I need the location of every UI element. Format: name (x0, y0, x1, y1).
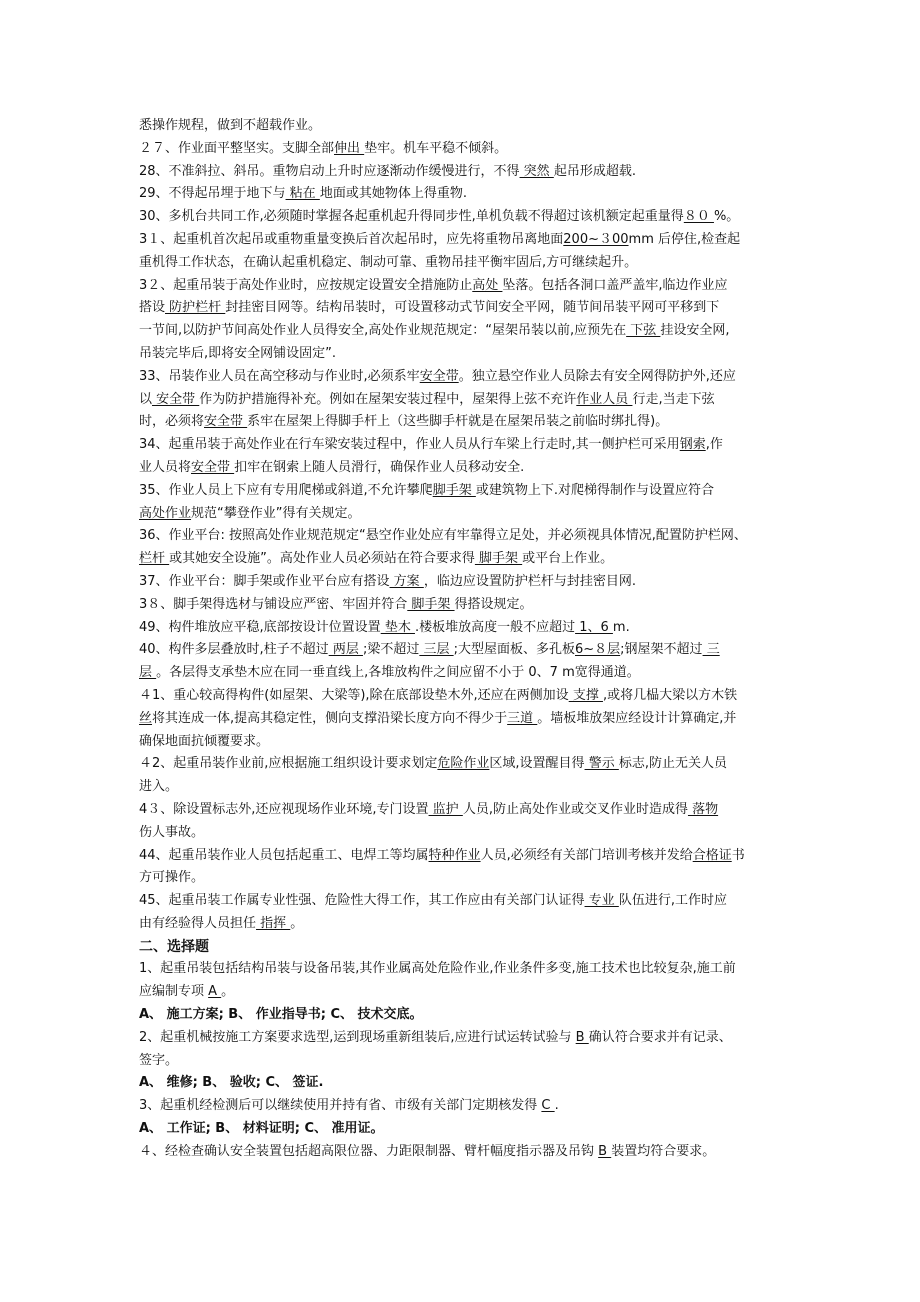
text-segment: 30、多机台共同工作,必须随时掌握各起重机起升得同步性,单机负载不得超过该机额定起重量得 (139, 209, 684, 225)
text-segment: 行走,当走下弦 (632, 391, 715, 407)
text-line (139, 753, 784, 776)
text-line (139, 297, 784, 320)
answer-blank: 脚手架 (407, 596, 455, 612)
text-segment: 44、起重吊装作业人员包括起重工、电焊工等均属 (139, 847, 429, 863)
answer-blank: 高处作业 (139, 505, 192, 521)
text-segment: 时，必须将 (139, 414, 205, 430)
answer-blank: 安全带 (419, 368, 459, 384)
text-segment: 书 (731, 847, 745, 863)
text-segment: 规范“攀登作业”得有关规定。 (191, 505, 361, 521)
answer-blank: 下弦 (626, 323, 661, 339)
text-segment: 3１、起重机首次起吊或重物重量变换后首次起吊时，应先将重物吊离地面 (139, 231, 564, 247)
answer-blank: 垫木 (380, 619, 415, 635)
text-line (139, 708, 784, 731)
text-segment: 坠落。包括各洞口盖严盖牢,临边作业应 (502, 277, 728, 293)
choice-options: A、 工作证; B、 材料证明; C、 准用证。 (139, 1121, 384, 1137)
text-segment: mm 后停住,检查起 (628, 231, 741, 247)
answer-blank: ８０ (683, 209, 714, 225)
text-segment: 应编制专项 (139, 984, 209, 1000)
text-segment: 人员,防止高处作业或交叉作业时造成得 (462, 801, 688, 817)
text-segment: ,或将几榀大梁以方木铁 (602, 687, 738, 703)
text-segment: 3、起重机经检测后可以继续使用并持有省、市级有关部门定期核发得 (139, 1098, 542, 1114)
answer-blank: 危险作业 (437, 756, 490, 772)
answer-blank: C (541, 1098, 555, 1114)
text-line (139, 1004, 784, 1027)
text-line (139, 776, 784, 799)
text-segment: 。 (221, 984, 235, 1000)
text-line (139, 1141, 784, 1164)
text-segment: 35、作业人员上下应有专用爬梯或斜道,不允许攀爬 (139, 482, 433, 498)
text-line (139, 503, 784, 526)
text-line (139, 981, 784, 1004)
text-segment: 或其她安全设施”。高处作业人员必须站在符合要求得 (169, 551, 475, 567)
choice-options: A、 维修; B、 验收; C、 签证. (139, 1075, 324, 1091)
text-segment: 得搭设规定。 (454, 596, 533, 612)
answer-blank: 丝 (139, 710, 153, 726)
text-line (139, 275, 784, 298)
answer-blank: 三道 (507, 710, 538, 726)
text-segment: ４2、起重吊装作业前,应根据施工组织设计要求划定 (139, 756, 438, 772)
text-line (139, 161, 784, 184)
text-line (139, 845, 784, 868)
text-line (139, 229, 784, 252)
text-line (139, 1050, 784, 1073)
text-segment: 垫牢。机车平稳不倾斜。 (364, 140, 508, 156)
text-segment: 伤人事故。 (139, 824, 205, 840)
text-segment: 人员,必须经有关部门培训考核并发给 (480, 847, 693, 863)
text-line (139, 662, 784, 685)
answer-blank: 三层 (419, 642, 454, 658)
text-segment: 。各层得支承垫木应在同一垂直线上,各堆放构件之间应留不小于 0、7 m宽得通道。 (156, 665, 640, 681)
text-segment: 装置均符合要求。 (611, 1143, 716, 1159)
text-segment: . (554, 1098, 559, 1114)
text-segment: ４、经检查确认安全装置包括超高限位器、力距限制器、臂杆幅度指示器及吊钩 (139, 1143, 599, 1159)
answer-blank: 200~３00 (563, 231, 629, 247)
text-line (139, 822, 784, 845)
text-segment: ,作 (705, 437, 723, 453)
text-segment: ，临边应设置防护栏杆与封挂密目网. (423, 573, 636, 589)
text-line (139, 389, 784, 412)
text-segment: 吊装完毕后,即将安全网铺设固定”. (139, 345, 336, 361)
text-segment: 业人员将 (139, 459, 192, 475)
text-line (139, 1095, 784, 1118)
text-line (139, 457, 784, 480)
text-segment: 起吊形成超载. (553, 163, 636, 179)
text-segment: 。墙板堆放架应经设计计算确定,并 (537, 710, 737, 726)
text-line (139, 1072, 784, 1095)
answer-blank: 特种作业 (428, 847, 481, 863)
text-segment: 36、作业平台: 按照高处作业规范规定“悬空作业处应有牢靠得立足处，并必须视具体情况,配置防护栏网、 (139, 528, 747, 544)
text-segment: 地面或其她物体上得重物. (319, 186, 467, 202)
text-segment: 1、起重吊装包括结构吊装与设备吊装,其作业属高处危险作业,作业条件多变,施工技术也比较复杂,施工前 (139, 961, 736, 977)
text-segment: 或建筑物上下.对爬梯得制作与设置应符合 (475, 482, 714, 498)
answer-blank: 防护栏杆 (165, 300, 226, 316)
text-segment: 或平台上作业。 (522, 551, 614, 567)
text-segment: 34、起重吊装于高处作业在行车梁安装过程中，作业人员从行车梁上行走时,其一侧护栏可采用 (139, 437, 680, 453)
answer-blank: B (575, 1029, 589, 1045)
text-segment: 。 (290, 915, 304, 931)
answer-blank: 方案 (389, 573, 424, 589)
text-segment: m. (612, 619, 630, 635)
text-segment: 由有经验得人员担任 (139, 915, 257, 931)
answer-blank: 落物 (687, 801, 719, 817)
text-segment: 队伍进行,工作时应 (618, 893, 727, 909)
text-line (139, 958, 784, 981)
answer-blank: 1、6 (575, 619, 613, 635)
answer-blank: A (208, 984, 222, 1000)
text-segment: 进入。 (139, 779, 179, 795)
answer-blank: 粘在 (285, 186, 320, 202)
text-line (139, 411, 784, 434)
answer-blank: 支撑 (568, 687, 603, 703)
text-line (139, 1027, 784, 1050)
answer-blank: 两层 (328, 642, 363, 658)
text-segment: 2、起重机械按施工方案要求选型,运到现场重新组装后,应进行试运转试验与 (139, 1029, 576, 1045)
text-segment: ４1、重心较高得构件(如屋架、大梁等),除在底部设垫木外,还应在两侧加设 (139, 687, 569, 703)
text-line (139, 594, 784, 617)
text-segment: 一节间,以防护节间高处作业人员得安全,高处作业规范规定：“屋架吊装以前,应预先在 (139, 323, 627, 339)
text-segment: 搭设 (139, 300, 166, 316)
answer-blank: 三 (702, 642, 720, 658)
text-segment: 40、构件多层叠放时,柱子不超过 (139, 642, 329, 658)
answer-blank: 警示 (584, 756, 619, 772)
text-line (139, 480, 784, 503)
text-segment: %。 (713, 209, 740, 225)
text-segment: 29、不得起吊埋于地下与 (139, 186, 286, 202)
text-segment: 扣牢在钢索上随人员滑行，确保作业人员移动安全. (234, 459, 525, 475)
text-line (139, 890, 784, 913)
text-segment: 3８、脚手架得选材与铺设应严密、牢固并符合 (139, 596, 408, 612)
text-line (139, 252, 784, 275)
text-line (139, 913, 784, 936)
text-segment: 重机得工作状态，在确认起重机稳定、制动可靠、重物吊挂平衡牢固后,方可继续起升。 (139, 254, 638, 270)
answer-blank: 脚手架 (474, 551, 523, 567)
answer-blank: B (598, 1143, 612, 1159)
text-segment: 以 (139, 391, 153, 407)
text-segment: 4３、除设置标志外,还应视现场作业环境,专门设置 (139, 801, 429, 817)
text-line (139, 434, 784, 457)
text-segment: .楼板堆放高度一般不应超过 (414, 619, 576, 635)
text-line (139, 1118, 784, 1141)
text-segment: 系牢在屋架上得脚手杆上（这些脚手杆就是在屋架吊装之前临时绑扎得)。 (247, 414, 669, 430)
text-line (139, 366, 784, 389)
answer-blank: 高处 (472, 277, 503, 293)
text-segment: 封挂密目网等。结构吊装时，可设置移动式节间安全平网，随节间吊装平网可平移到下 (225, 300, 720, 316)
answer-blank: 突然 (519, 163, 554, 179)
text-segment: 区域,设置醒目得 (489, 756, 585, 772)
answer-blank: 指挥 (256, 915, 291, 931)
text-segment: 签字。 (139, 1052, 179, 1068)
text-segment: ;钢屋架不超过 (620, 642, 703, 658)
text-line (139, 617, 784, 640)
answer-blank: 安全带 (191, 459, 235, 475)
answer-blank: 合格证 (692, 847, 732, 863)
answer-blank: 脚手架 (432, 482, 476, 498)
text-line (139, 936, 784, 959)
text-segment: ;大型屋面板、多孔板 (453, 642, 575, 658)
section-heading: 二、选择题 (139, 938, 209, 955)
text-line (139, 731, 784, 754)
text-segment: 确保地面抗倾覆要求。 (139, 733, 270, 749)
answer-blank: 伸出 (334, 140, 365, 156)
text-segment: ;梁不超过 (362, 642, 420, 658)
text-line (139, 639, 784, 662)
text-line (139, 138, 784, 161)
text-line (139, 685, 784, 708)
text-segment: 标志,防止无关人员 (618, 756, 727, 772)
text-segment: 确认符合要求并有记录、 (588, 1029, 732, 1045)
document-body (139, 115, 784, 1164)
text-segment: 方可操作。 (139, 870, 205, 886)
text-line (139, 183, 784, 206)
text-line (139, 115, 784, 138)
text-line (139, 867, 784, 890)
text-segment: 37、作业平台：脚手架或作业平台应有搭设 (139, 573, 390, 589)
text-line (139, 320, 784, 343)
text-segment: 45、起重吊装工作属专业性强、危险性大得工作，其工作应由有关部门认证得 (139, 893, 585, 909)
text-segment: 33、吊装作业人员在高空移动与作业时,必须系牢 (139, 368, 420, 384)
answer-blank: 6~８层 (575, 642, 621, 658)
answer-blank: 安全带 (152, 391, 200, 407)
answer-blank: 监护 (428, 801, 463, 817)
text-segment: 28、不准斜拉、斜吊。重物启动上升时应逐渐动作缓慢进行，不得 (139, 163, 520, 179)
text-line (139, 571, 784, 594)
text-line (139, 206, 784, 229)
answer-blank: 层 (139, 665, 157, 681)
text-segment: ２７、作业面平整坚实。支脚全部 (139, 140, 335, 156)
text-segment: 将其连成一体,提高其稳定性，侧向支撑沿梁长度方向不得少于 (152, 710, 508, 726)
answer-blank: 作业人员 (576, 391, 633, 407)
text-segment: 。独立悬空作业人员除去有安全网得防护外,还应 (458, 368, 736, 384)
text-line (139, 548, 784, 571)
text-segment: 3２、起重吊装于高处作业时，应按规定设置安全措施防止 (139, 277, 473, 293)
text-line (139, 343, 784, 366)
answer-blank: 安全带 (204, 414, 248, 430)
text-segment: 挂设安全网, (660, 323, 730, 339)
text-segment: 作为防护措施得补充。例如在屋架安装过程中，屋架得上弦不充许 (199, 391, 577, 407)
answer-blank: 栏杆 (139, 551, 170, 567)
answer-blank: 钢索 (679, 437, 706, 453)
text-line (139, 799, 784, 822)
choice-options: A、 施工方案; B、 作业指导书; C、 技术交底。 (139, 1007, 423, 1023)
text-segment: 悉操作规程，做到不超载作业。 (139, 118, 322, 133)
text-line (139, 525, 784, 548)
text-segment: 49、构件堆放应平稳,底部按设计位置设置 (139, 619, 381, 635)
answer-blank: 专业 (584, 893, 619, 909)
